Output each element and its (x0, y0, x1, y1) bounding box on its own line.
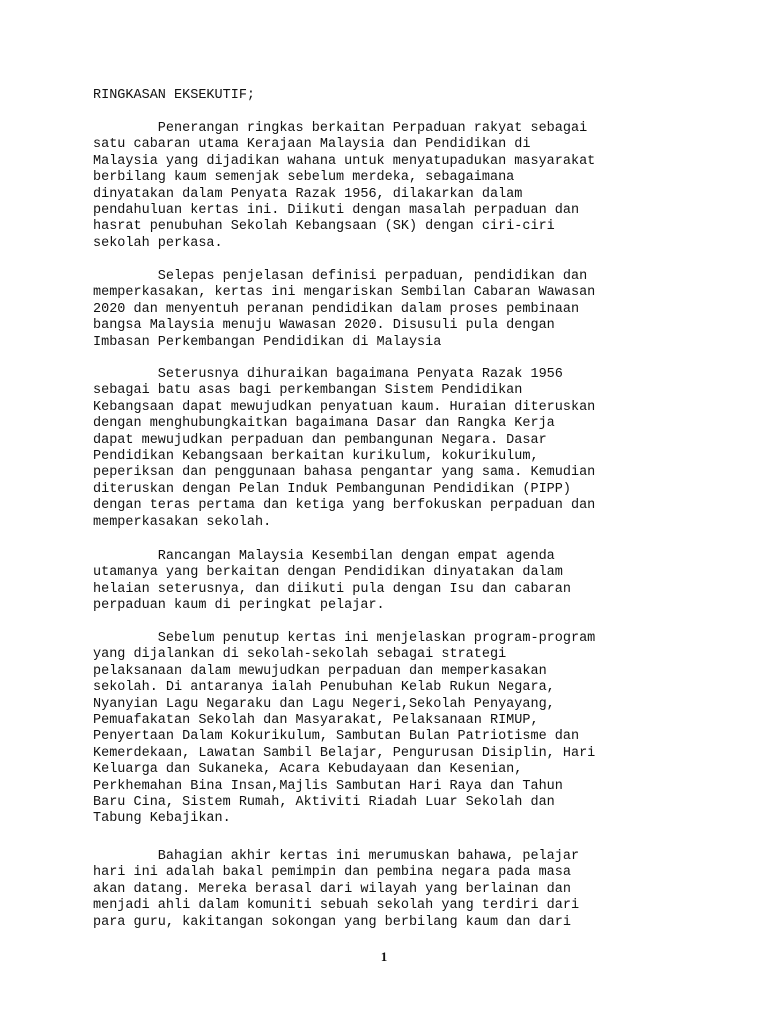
section-heading: RINGKASAN EKSEKUTIF; (93, 88, 256, 103)
paragraph-programs: Sebelum penutup kertas ini menjelaskan program-program yang dijalankan di sekolah-sekolah sebagai strategi pelaksanaan dalam mewujudkan perpaduan dan memperkasakan sekolah. Di antaranya ialah Penubuhan Kelab Rukun Negara, Nyanyian Lagu Negaraku dan Lagu Negeri,Sekolah Penyayang, Pemuafakatan Sekolah dan Masyarakat, Pelaksanaan RIMUP, Penyertaan Dalam Kokurikulum, Sambutan Bulan Patriotisme dan Kemerdekaan, Lawatan Sambil Belajar, Pengurusan Disiplin, Hari Keluarga dan Sukaneka, Acara Kebudayaan dan Kesenian, Perkhemahan Bina Insan,Majlis Sambutan Hari Raya dan Tahun Baru Cina, Sistem Rumah, Aktiviti Riadah Luar Sekolah dan Tabung Kebajikan. (93, 631, 596, 827)
paragraph-razak-report: Seterusnya dihuraikan bagaimana Penyata Razak 1956 sebagai batu asas bagi perkembangan Sistem Pendidikan Kebangsaan dapat mewujudkan penyatuan kaum. Huraian diteruskan dengan menghubungkaitkan bagaimana Dasar dan Rangka Kerja dapat mewujudkan perpaduan dan pembangunan Negara. Dasar Pendidikan Kebangsaan berkaitan kurikulum, kokurikulum, peperiksan dan penggunaan bahasa pengantar yang sama. Kemudian diteruskan dengan Pelan Induk Pembangunan Pendidikan (PIPP) dengan teras pertama dan ketiga yang berfokuskan perpaduan dan memperkasakan sekolah. (93, 367, 596, 530)
page-number: 1 (380, 949, 388, 964)
paragraph-introduction: Penerangan ringkas berkaitan Perpaduan rakyat sebagai satu cabaran utama Kerajaan Malaysia dan Pendidikan di Malaysia yang dijadikan wahana untuk menyatupadukan masyarakat berbilang kaum semenjak sebelum merdeka, sebagaimana dinyatakan dalam Penyata Razak 1956, dilakarkan dalam pendahuluan kertas ini. Diikuti dengan masalah perpaduan dan hasrat penubuhan Sekolah Kebangsaan (SK) dengan ciri-ciri sekolah perkasa. (93, 121, 596, 251)
paragraph-conclusion: Bahagian akhir kertas ini merumuskan bahawa, pelajar hari ini adalah bakal pemimpin dan pembina negara pada masa akan datang. Mereka berasal dari wilayah yang berlainan dan menjadi ahli dalam komuniti sebuah sekolah yang terdiri dari para guru, kakitangan sokongan yang berbilang kaum dan dari (93, 849, 580, 930)
paragraph-rmk9: Rancangan Malaysia Kesembilan dengan empat agenda utamanya yang berkaitan dengan Pendidikan dinyatakan dalam helaian seterusnya, dan diikuti pula dengan Isu dan cabaran perpaduan kaum di peringkat pelajar. (93, 549, 571, 614)
paragraph-definitions: Selepas penjelasan definisi perpaduan, pendidikan dan memperkasakan, kertas ini mengariskan Sembilan Cabaran Wawasan 2020 dan menyentuh peranan pendidikan dalam proses pembinaan bangsa Malaysia menuju Wawasan 2020. Disusuli pula dengan Imbasan Perkembangan Pendidikan di Malaysia (93, 269, 596, 350)
